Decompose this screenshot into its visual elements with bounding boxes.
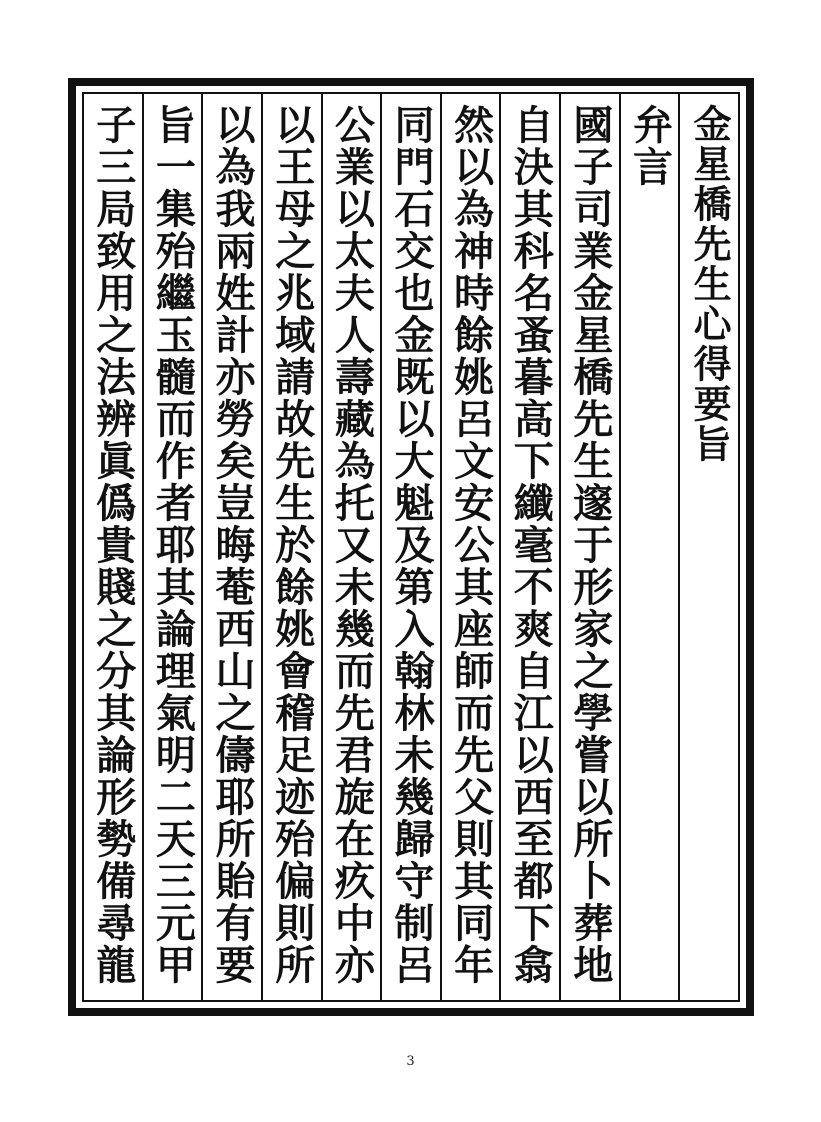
column-text: 國子司業金星橋先生邃于形家之學嘗以所卜葬地 [566, 104, 614, 986]
text-column [84, 94, 142, 1000]
text-column-title [678, 94, 738, 1000]
text-column-heading [619, 94, 679, 1000]
text-column [201, 94, 261, 1000]
column-text: 公業以太夫人壽藏為托又未幾而先君旋在疚中亦 [328, 104, 376, 986]
text-column [142, 94, 202, 1000]
column-text: 然以為神時餘姚呂文安公其座師而先父則其同年 [447, 104, 495, 986]
section-heading: 弁言 [626, 104, 674, 188]
text-column [499, 94, 559, 1000]
text-column [440, 94, 500, 1000]
column-text: 子三局致用之法辨眞僞貴賤之分其論形勢備尋龍 [89, 104, 137, 986]
column-text: 同門石交也金既以大魁及第入翰林未幾歸守制呂 [387, 104, 435, 986]
text-column [261, 94, 321, 1000]
column-text: 旨一集殆繼玉髓而作者耶其論理氣明二天三元甲 [149, 104, 197, 986]
text-column [321, 94, 381, 1000]
column-text: 自決其科名蚤暮高下纖毫不爽自江以西至都下翕 [507, 104, 555, 986]
column-text: 以為我兩姓計亦勞矣豈晦菴西山之儔耶所貽有要 [209, 104, 257, 986]
book-title: 金星橋先生心得要旨 [687, 104, 733, 464]
vertical-columns [84, 94, 738, 1000]
column-text: 以王母之兆域請故先生於餘姚會稽足迹殆偏則所 [268, 104, 316, 986]
page-frame [68, 78, 754, 1016]
text-column [559, 94, 619, 1000]
text-grid [82, 92, 740, 1002]
text-column [380, 94, 440, 1000]
page-number: 3 [406, 1054, 415, 1069]
